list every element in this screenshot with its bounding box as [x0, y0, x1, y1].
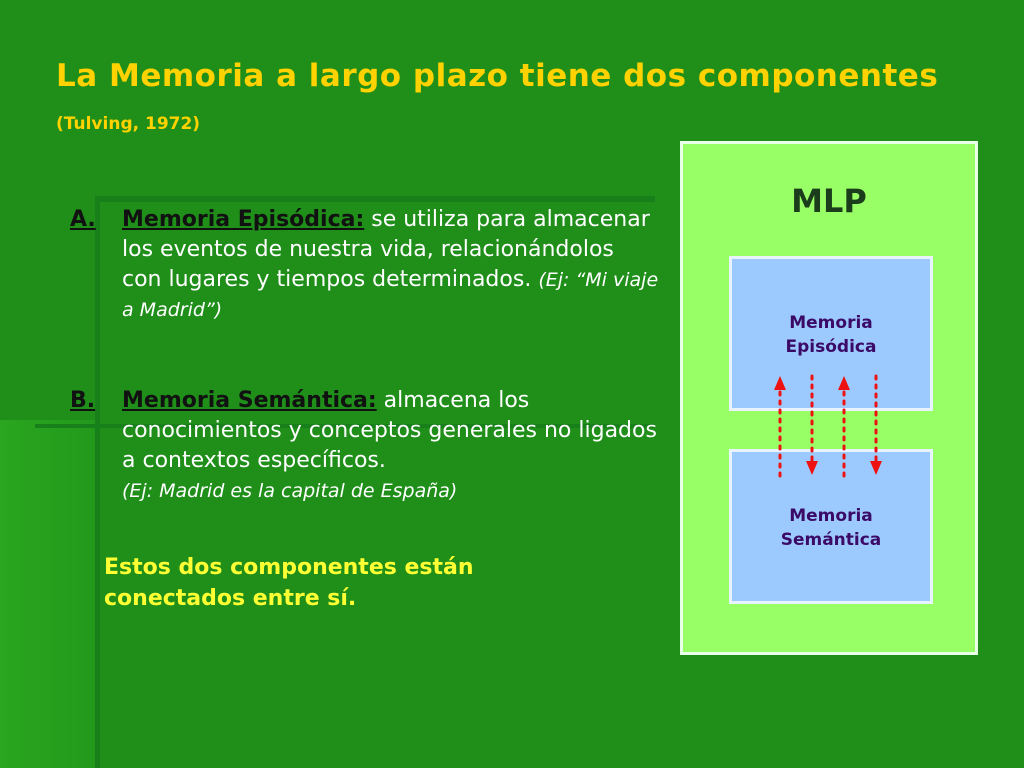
mlp-title: MLP — [791, 182, 867, 220]
example-episodic: (Ej: “Mi viaje a Madrid”) — [122, 269, 659, 321]
description-semantic: almacena los conocimientos y conceptos generales no ligados a contextos específicos. — [122, 388, 657, 473]
list-item-semantic — [70, 386, 660, 506]
list-item-content — [122, 205, 660, 325]
list-marker: B. — [70, 388, 96, 413]
mlp-diagram — [680, 141, 978, 655]
arrow-up-2-icon — [838, 376, 850, 476]
semantic-label-line: Memoria — [789, 506, 873, 526]
background-stripe-horizontal — [95, 196, 655, 202]
arrow-up-1-icon — [774, 376, 786, 476]
term-episodic: Memoria Episódica: — [122, 207, 365, 232]
list-item-episodic — [70, 205, 660, 325]
conclusion-line: conectados entre sí. — [104, 586, 357, 611]
arrow-down-2-icon — [870, 376, 882, 475]
slide-title: La Memoria a largo plazo tiene dos componentes — [56, 58, 939, 94]
description-episodic: se utiliza para almacenar los eventos de nuestra vida, relacionándolos con lugares y tiempos determinados. — [122, 207, 650, 292]
conclusion-text — [104, 552, 474, 614]
example-semantic: (Ej: Madrid es la capital de España) — [122, 480, 458, 502]
list-marker: A. — [70, 207, 96, 232]
connection-arrows — [683, 144, 981, 658]
conclusion-line: Estos dos componentes están — [104, 555, 474, 580]
episodic-label-line: Episódica — [785, 337, 877, 357]
semantic-label-line: Semántica — [780, 530, 882, 550]
list-item-content — [122, 386, 660, 506]
arrow-down-1-icon — [806, 376, 818, 475]
term-semantic: Memoria Semántica: — [122, 388, 377, 413]
episodic-label-line: Memoria — [789, 313, 873, 333]
slide-subtitle: (Tulving, 1972) — [56, 114, 201, 134]
